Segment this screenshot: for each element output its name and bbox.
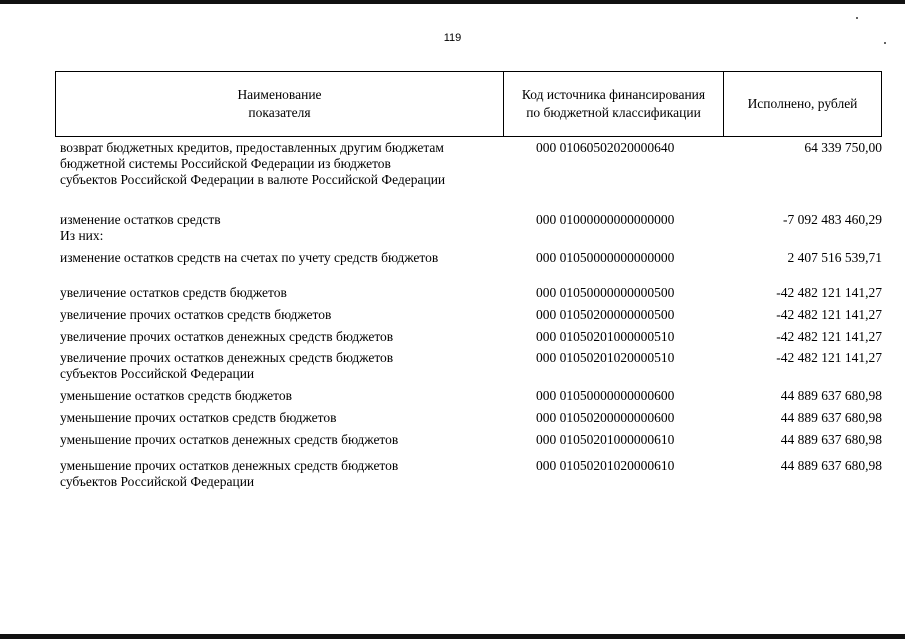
header-indicator-name-text: Наименование показателя xyxy=(237,87,322,120)
row-name: увеличение прочих остатков денежных средств бюджетов xyxy=(60,329,394,344)
scan-bottom-border xyxy=(0,634,905,639)
row-value: -42 482 121 141,27 xyxy=(776,285,882,300)
header-source-code-text: Код источника финансирования по бюджетной классификации xyxy=(521,87,706,120)
row-value: -42 482 121 141,27 xyxy=(776,350,882,365)
row-code: 000 01050201000000610 xyxy=(536,432,675,447)
page-number: 119 xyxy=(443,32,462,44)
row-value: 44 889 637 680,98 xyxy=(780,388,882,403)
row-name: изменение остатков средств на счетах по учету средств бюджетов xyxy=(60,250,439,265)
row-name: увеличение остатков средств бюджетов xyxy=(60,285,287,300)
row-code: 000 01050000000000000 xyxy=(536,250,675,265)
row-name: увеличение прочих остатков средств бюджетов xyxy=(60,307,332,322)
row-name: уменьшение прочих остатков денежных средств бюджетов xyxy=(60,432,399,447)
header-source-code xyxy=(504,72,724,136)
header-executed-text: Исполнено, рублей xyxy=(747,96,858,111)
row-code: 000 01000000000000000 xyxy=(536,212,675,227)
row-value: 64 339 750,00 xyxy=(804,140,882,155)
row-name: уменьшение прочих остатков средств бюджетов xyxy=(60,410,337,425)
row-code: 000 01050200000000500 xyxy=(536,307,675,322)
row-code: 000 01050201000000510 xyxy=(536,329,675,344)
header-executed xyxy=(724,72,881,136)
row-code: 000 01050000000000600 xyxy=(536,388,675,403)
row-name: уменьшение остатков средств бюджетов xyxy=(60,388,292,403)
row-value: -7 092 483 460,29 xyxy=(783,212,882,227)
row-code: 000 01060502020000640 xyxy=(536,140,675,155)
row-code: 000 01050200000000600 xyxy=(536,410,675,425)
row-name: изменение остатков средств Из них: xyxy=(60,212,221,243)
row-code: 000 01050000000000500 xyxy=(536,285,675,300)
row-value: 44 889 637 680,98 xyxy=(780,458,882,473)
scan-speck xyxy=(856,17,858,19)
row-name: увеличение прочих остатков денежных средств бюджетов субъектов Российской Федерации xyxy=(60,350,394,381)
scan-top-border xyxy=(0,0,905,4)
row-value: 44 889 637 680,98 xyxy=(780,432,882,447)
row-value: 44 889 637 680,98 xyxy=(780,410,882,425)
row-name: возврат бюджетных кредитов, предоставленных другим бюджетам бюджетной системы Российской Федерации из бюджетов субъектов Российской Федерации в валюте Российской Федерации xyxy=(60,140,446,187)
row-value: 2 407 516 539,71 xyxy=(787,250,882,265)
row-name: уменьшение прочих остатков денежных средств бюджетов субъектов Российской Федерации xyxy=(60,458,399,489)
table-header xyxy=(55,71,882,137)
header-indicator-name xyxy=(56,72,504,136)
row-code: 000 01050201020000610 xyxy=(536,458,675,473)
row-code: 000 01050201020000510 xyxy=(536,350,675,365)
row-value: -42 482 121 141,27 xyxy=(776,329,882,344)
row-value: -42 482 121 141,27 xyxy=(776,307,882,322)
